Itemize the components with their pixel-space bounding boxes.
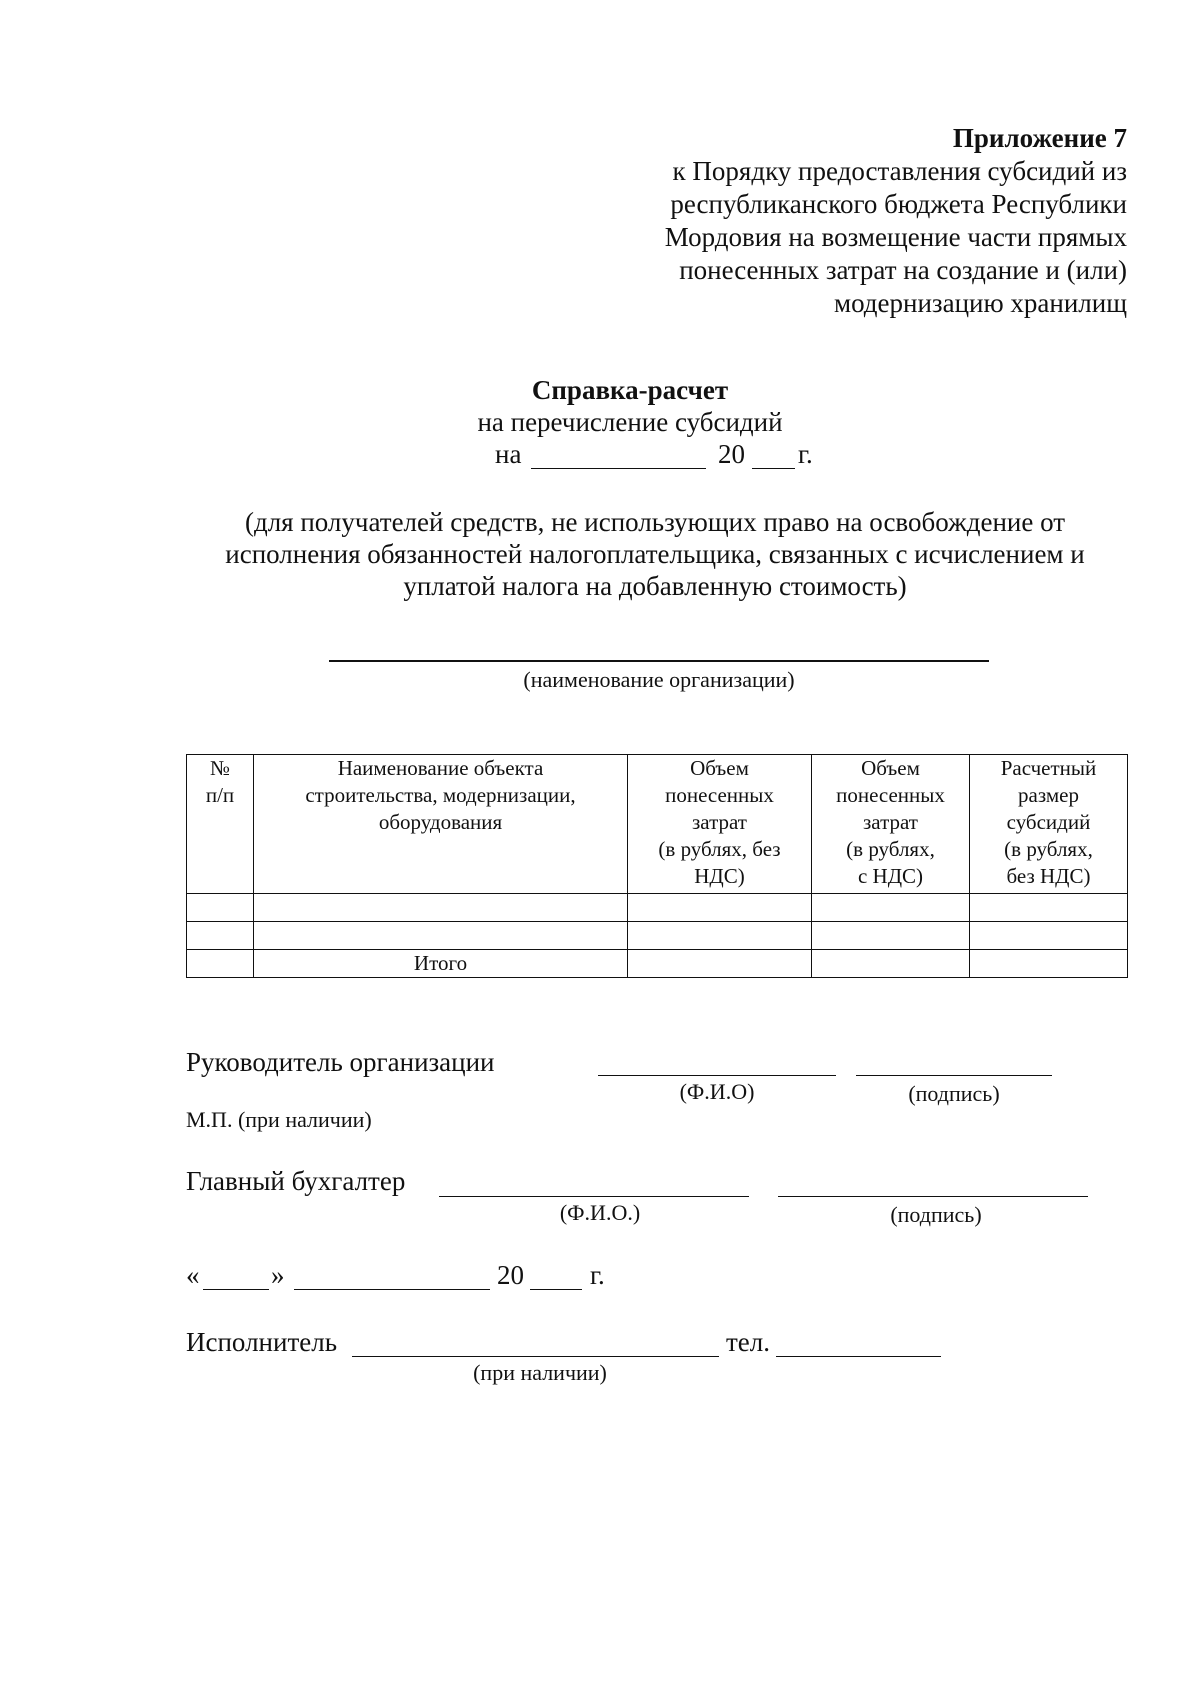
date-blank-line[interactable] <box>531 468 706 469</box>
header-text: оборудования <box>378 810 503 834</box>
header-object-name <box>254 755 628 894</box>
header-text: (в рублях, без <box>658 837 781 861</box>
header-text: № <box>209 756 231 780</box>
header-text: Расчетный <box>1000 756 1097 780</box>
table-cell[interactable] <box>970 894 1128 922</box>
accountant-fio-line[interactable] <box>439 1196 749 1197</box>
header-text: строительства, модернизации, <box>305 783 576 807</box>
header-text: понесенных <box>665 783 774 807</box>
sign-year-blank-line[interactable] <box>530 1289 582 1290</box>
accountant-signature-caption: (подпись) <box>890 1202 982 1227</box>
note-line: исполнения обязанностей налогоплательщика, связанных с исчислением и <box>225 539 1085 569</box>
header-text: с НДС) <box>857 864 924 888</box>
total-label: Итого <box>254 950 628 978</box>
header-text: затрат <box>692 810 747 834</box>
head-fio-caption: (Ф.И.О) <box>679 1079 755 1104</box>
table-cell[interactable] <box>187 894 254 922</box>
table-cell[interactable] <box>628 894 812 922</box>
header-text: Объем <box>690 756 749 780</box>
appendix-title: Приложение 7 <box>952 123 1127 153</box>
executor-caption: (при наличии) <box>473 1360 607 1385</box>
organization-name-line[interactable] <box>329 660 989 662</box>
head-signature-caption: (подпись) <box>908 1081 1000 1106</box>
note-line: уплатой налога на добавленную стоимость) <box>403 571 907 601</box>
appendix-block <box>665 122 1127 320</box>
stamp-note: М.П. (при наличии) <box>186 1107 372 1132</box>
header-text: (в рублях, <box>1004 837 1093 861</box>
head-signature-line[interactable] <box>856 1075 1052 1076</box>
sign-date-year: 20 <box>497 1260 524 1290</box>
table-row <box>187 922 1128 950</box>
table-header-row <box>187 755 1128 894</box>
phone-label: тел. <box>726 1327 771 1357</box>
accountant-signature-line[interactable] <box>778 1196 1088 1197</box>
header-text: понесенных <box>836 783 945 807</box>
head-fio-line[interactable] <box>598 1075 836 1076</box>
chief-accountant-label: Главный бухгалтер <box>186 1166 406 1196</box>
header-text: без НДС) <box>1006 864 1091 888</box>
header-subsidy-amount <box>970 755 1128 894</box>
header-costs-without-vat <box>628 755 812 894</box>
header-text: субсидий <box>1006 810 1091 834</box>
table-cell[interactable] <box>812 894 970 922</box>
table-cell[interactable] <box>628 950 812 978</box>
appendix-line: понесенных затрат на создание и (или) <box>679 255 1127 285</box>
sign-date-suffix: г. <box>590 1260 605 1290</box>
date-close-quote: » <box>271 1260 285 1290</box>
table-cell[interactable] <box>187 950 254 978</box>
document-title: Справка-расчет <box>531 375 729 405</box>
table-cell[interactable] <box>812 950 970 978</box>
table-row <box>187 894 1128 922</box>
accountant-fio-caption: (Ф.И.О.) <box>559 1200 641 1225</box>
header-text: НДС) <box>694 864 745 888</box>
day-blank-line[interactable] <box>203 1289 269 1290</box>
table-cell[interactable] <box>970 922 1128 950</box>
note-line: (для получателей средств, не использующих право на освобождение от <box>244 507 1066 537</box>
appendix-line: к Порядку предоставления субсидий из <box>672 156 1127 186</box>
head-of-organization-label: Руководитель организации <box>186 1047 495 1077</box>
phone-line[interactable] <box>776 1356 941 1357</box>
table-total-row <box>187 950 1128 978</box>
header-number <box>187 755 254 894</box>
table-cell[interactable] <box>254 894 628 922</box>
date-year: 20 <box>718 439 745 469</box>
table-cell[interactable] <box>187 922 254 950</box>
date-open-quote: « <box>186 1260 200 1290</box>
year-blank-line[interactable] <box>752 468 795 469</box>
executor-label: Исполнитель <box>186 1327 338 1357</box>
table-cell[interactable] <box>628 922 812 950</box>
header-text: размер <box>1018 783 1079 807</box>
appendix-line: модернизацию хранилищ <box>834 288 1127 318</box>
header-text: затрат <box>863 810 918 834</box>
organization-name-caption: (наименование организации) <box>523 667 795 692</box>
header-text: п/п <box>205 783 235 807</box>
header-text: Объем <box>861 756 920 780</box>
month-blank-line[interactable] <box>294 1289 490 1290</box>
header-costs-with-vat <box>812 755 970 894</box>
subsidy-calculation-table <box>186 754 1128 978</box>
executor-line[interactable] <box>352 1356 719 1357</box>
table-cell[interactable] <box>970 950 1128 978</box>
table-cell[interactable] <box>812 922 970 950</box>
header-text: Наименование объекта <box>337 756 544 780</box>
date-prefix: на <box>495 439 522 469</box>
document-subtitle: на перечисление субсидий <box>477 407 783 437</box>
date-suffix: г. <box>798 439 813 469</box>
appendix-line: Мордовия на возмещение части прямых <box>664 222 1127 252</box>
appendix-line: республиканского бюджета Республики <box>670 189 1127 219</box>
table-cell[interactable] <box>254 922 628 950</box>
header-text: (в рублях, <box>846 837 935 861</box>
